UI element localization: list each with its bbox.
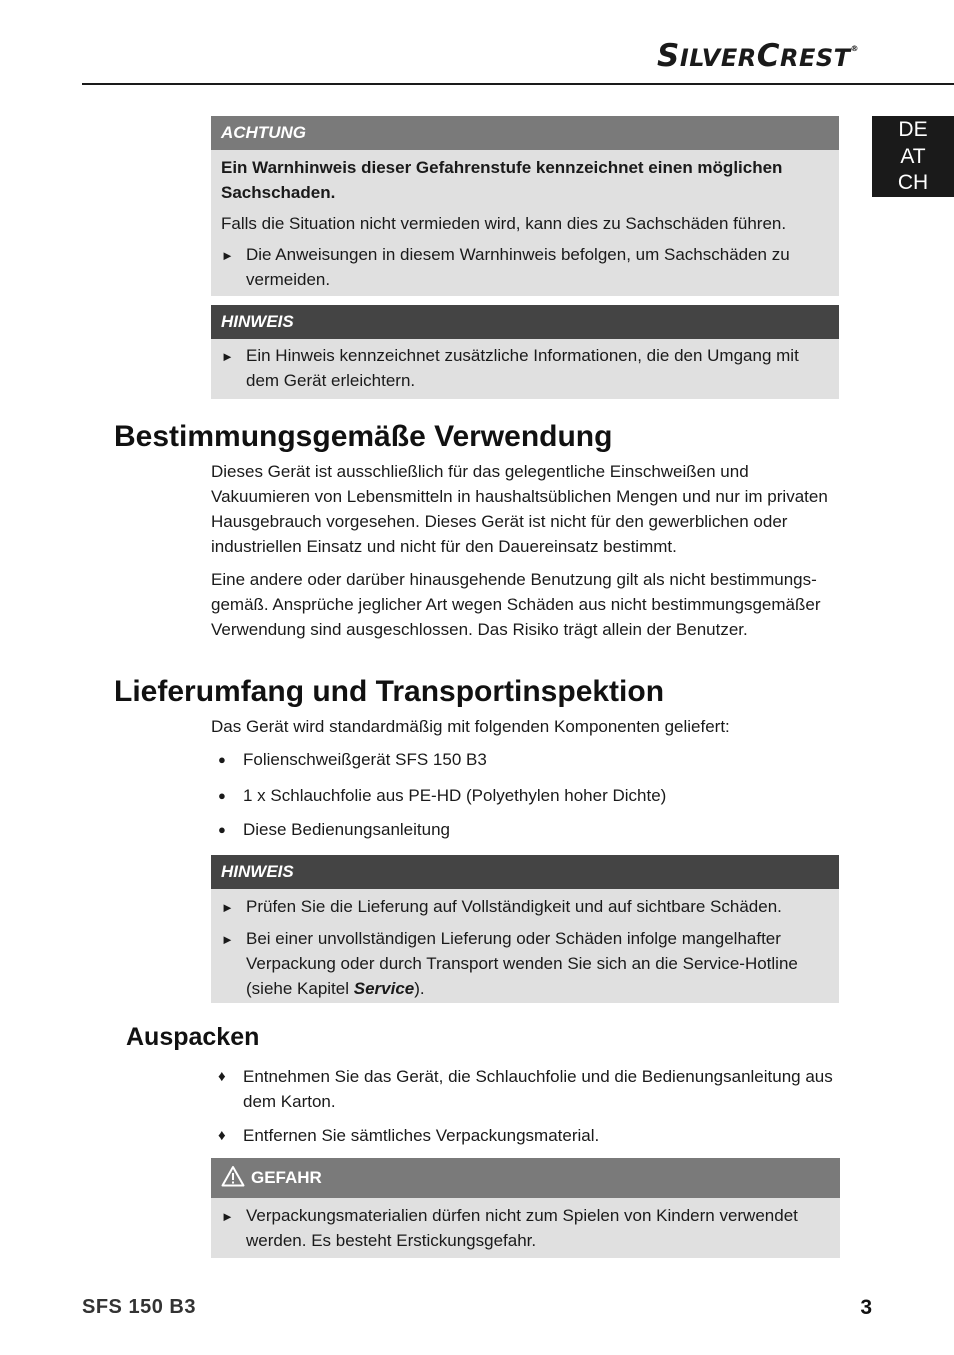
- gefahr-title: GEFAHR: [251, 1168, 322, 1187]
- brand-logo: SILVERCREST®: [657, 38, 859, 74]
- diamond-bullet-icon: ♦: [218, 1068, 226, 1085]
- hinweis-box-1: [211, 305, 839, 399]
- hinweis-2-bullet-2: ► Bei einer unvollständigen Lieferung oder Schäden infolge mangelhafter Verpackung oder durch Transport wenden Sie sich an die Service-Hotline (siehe Kapitel Service).: [221, 926, 829, 1001]
- list-item: ● Diese Bedienungsanleitung: [218, 817, 838, 842]
- hinweis-title-2: HINWEIS: [211, 855, 839, 889]
- lang-ch: CH: [897, 171, 929, 194]
- list-item: ● Folienschweißgerät SFS 150 B3: [218, 747, 838, 772]
- bullet-dot-icon: ●: [218, 752, 226, 767]
- arrow-icon: ►: [221, 248, 234, 263]
- achtung-title: ACHTUNG: [211, 116, 839, 150]
- list-item: ● 1 x Schlauchfolie aus PE-HD (Polyethylen hoher Dichte): [218, 783, 838, 808]
- language-tab: [872, 116, 954, 197]
- bullet-dot-icon: ●: [218, 788, 226, 803]
- service-chapter-ref: Service: [353, 979, 415, 998]
- bullet-dot-icon: ●: [218, 822, 226, 837]
- hinweis-title-1: HINWEIS: [211, 305, 839, 339]
- section-title-lieferumfang: Lieferumfang und Transportinspektion: [114, 675, 665, 708]
- diamond-bullet-icon: ♦: [218, 1127, 226, 1144]
- footer-model-number: SFS 150 B3: [82, 1296, 196, 1318]
- lang-at: AT: [900, 144, 926, 168]
- page-number: 3: [860, 1296, 872, 1319]
- lang-de: DE: [898, 118, 928, 141]
- list-item: ♦ Entnehmen Sie das Gerät, die Schlauchfolie und die Bedienungsanleitung aus dem Karton.: [218, 1064, 838, 1114]
- arrow-icon: ►: [221, 349, 234, 364]
- achtung-bold-text: Ein Warnhinweis dieser Gefahrenstufe kennzeichnet einen möglichen Sachschaden.: [221, 158, 783, 202]
- arrow-icon: ►: [221, 1209, 234, 1224]
- list-item: ♦ Entfernen Sie sämtliches Verpackungsmaterial.: [218, 1123, 838, 1148]
- gefahr-bullet: ► Verpackungsmaterialien dürfen nicht zum Spielen von Kindern verwendet werden. Es besteht Erstickungsgefahr.: [221, 1203, 830, 1253]
- achtung-text: Falls die Situation nicht vermieden wird, kann dies zu Sachschäden führen.: [221, 214, 787, 233]
- header-rule: [82, 83, 954, 85]
- bestimmung-paragraph-2: Eine andere oder darüber hinausgehende Benutzung gilt als nicht bestimmungsgemäß. Ansprüche jeglicher Art wegen Schäden aus nicht bestimmungsgemäßer Verwendung sind ausgeschlossen. Das Risiko trägt allein der Benutzer.: [211, 570, 821, 639]
- achtung-bullet: ► Die Anweisungen in diesem Warnhinweis befolgen, um Sachschäden zu vermeiden.: [221, 242, 829, 292]
- bestimmung-paragraph-1: Dieses Gerät ist ausschließlich für das gelegentliche Einschweißen und Vakuumieren von Lebensmitteln in haushaltsüblichen Mengen und nur im privaten Hausgebrauch vorgesehen. Dieses Gerät ist nicht für den gewerblichen oder industriellen Einsatz und nicht für den Dauereinsatz bestimmt.: [211, 462, 828, 556]
- lieferumfang-intro: Das Gerät wird standardmäßig mit folgenden Komponenten geliefert:: [211, 717, 730, 736]
- gefahr-header: [211, 1158, 840, 1198]
- arrow-icon: ►: [221, 900, 234, 915]
- achtung-box: [211, 116, 839, 296]
- hinweis-2-bullet-1: ► Prüfen Sie die Lieferung auf Vollständigkeit und auf sichtbare Schäden.: [221, 894, 829, 920]
- section-title-bestimmung: Bestimmungsgemäße Verwendung: [114, 420, 613, 453]
- arrow-icon: ►: [221, 932, 234, 947]
- section-title-auspacken: Auspacken: [126, 1023, 260, 1051]
- hinweis-box-2: [211, 855, 839, 1003]
- gefahr-box: [211, 1158, 840, 1258]
- hinweis-1-bullet: ► Ein Hinweis kennzeichnet zusätzliche Informationen, die den Umgang mit dem Gerät erleichtern.: [221, 343, 829, 393]
- warning-triangle-icon: [221, 1165, 245, 1187]
